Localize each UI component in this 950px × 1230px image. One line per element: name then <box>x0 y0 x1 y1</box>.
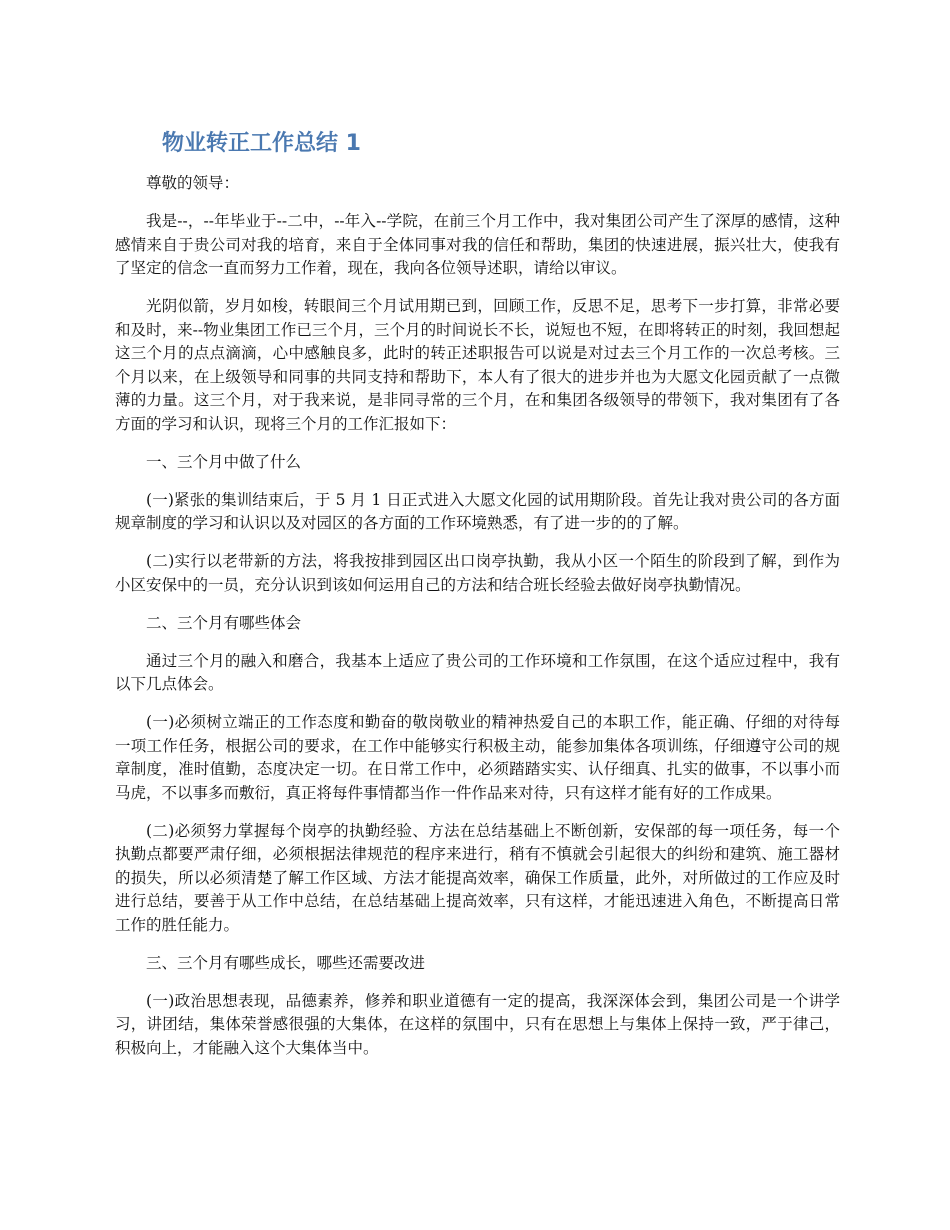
section-heading-1: 一、三个月中做了什么 <box>146 452 302 471</box>
paragraph-2-2: (二)必须努力掌握每个岗亭的执勤经验、方法在总结基础上不断创新，安保部的每一项任务，每一个执勤点都要严肃仔细，必须根据法律规范的程序来进行，稍有不慎就会引起很大的纠纷和建筑、施工器材的损失，所以必须清楚了解工作区域、方法才能提高效率，确保工作质量，此外，对所做过的工作应及时进行总结，要善于从工作中总结，在总结基础上提高效率，只有这样，才能迅速进入角色，不断提高日常工作的胜任能力。 <box>115 821 840 934</box>
paragraph-intro: 我是--，--年毕业于--二中，--年入--学院，在前三个月工作中，我对集团公司产生了深厚的感情，这种感情来自于贵公司对我的培育，来自于全体同事对我的信任和帮助，集团的快速进展，振兴壮大，使我有了坚定的信念一直而努力工作着，现在，我向各位领导述职，请给以审议。 <box>115 212 840 277</box>
paragraph-review: 光阴似箭，岁月如梭，转眼间三个月试用期已到，回顾工作，反思不足，思考下一步打算，非常必要和及时，来--物业集团工作已三个月，三个月的时间说长不长，说短也不短，在即将转正的时刻，我回想起这三个月的点点滴滴，心中感触良多，此时的转正述职报告可以说是对过去三个月工作的一次总考核。三个月以来，在上级领导和同事的共同支持和帮助下，本人有了很大的进步并也为大愿文化园贡献了一点微薄的力量。这三个月，对于我来说，是非同寻常的三个月，在和集团各级领导的带领下，我对集团有了各方面的学习和认识，现将三个月的工作汇报如下： <box>115 297 840 433</box>
paragraph-1-1: (一)紧张的集训结束后，于 5 月 1 日正式进入大愿文化园的试用期阶段。首先让我对贵公司的各方面规章制度的学习和认识以及对园区的各方面的工作环境熟悉，有了进一步的的了解。 <box>115 490 840 532</box>
paragraph-2-1: (一)必须树立端正的工作态度和勤奋的敬岗敬业的精神热爱自己的本职工作，能正确、仔细的对待每一项工作任务，根据公司的要求，在工作中能够实行积极主动，能参加集体各项训练，仔细遵守公司的规章制度，准时值勤，态度决定一切。在日常工作中，必须踏踏实实、认仔细真、扎实的做事，不以事小而马虎，不以事多而敷衍，真正将每件事情都当作一件作品来对待，只有这样才能有好的工作成果。 <box>115 713 840 802</box>
salutation: 尊敬的领导： <box>146 174 240 192</box>
document-title: 物业转正工作总结 1 <box>162 131 361 156</box>
section-heading-3: 三、三个月有哪些成长，哪些还需要改进 <box>146 953 426 972</box>
section-heading-2: 二、三个月有哪些体会 <box>146 613 302 632</box>
paragraph-1-2: (二)实行以老带新的方法，将我按排到园区出口岗亭执勤，我从小区一个陌生的阶段到了解，到作为小区安保中的一员，充分认识到该如何运用自己的方法和结合班长经验去做好岗亭执勤情况。 <box>115 552 840 594</box>
paragraph-3-1: (一)政治思想表现，品德素养，修养和职业道德有一定的提高，我深深体会到，集团公司是一个讲学习，讲团结，集体荣誉感很强的大集体，在这样的氛围中，只有在思想上与集体上保持一致，严于律己，积极向上，才能融入这个大集体当中。 <box>115 991 840 1057</box>
document-body <box>115 172 840 1075</box>
paragraph-2-intro: 通过三个月的融入和磨合，我基本上适应了贵公司的工作环境和工作氛围，在这个适应过程中，我有以下几点体会。 <box>115 651 840 693</box>
